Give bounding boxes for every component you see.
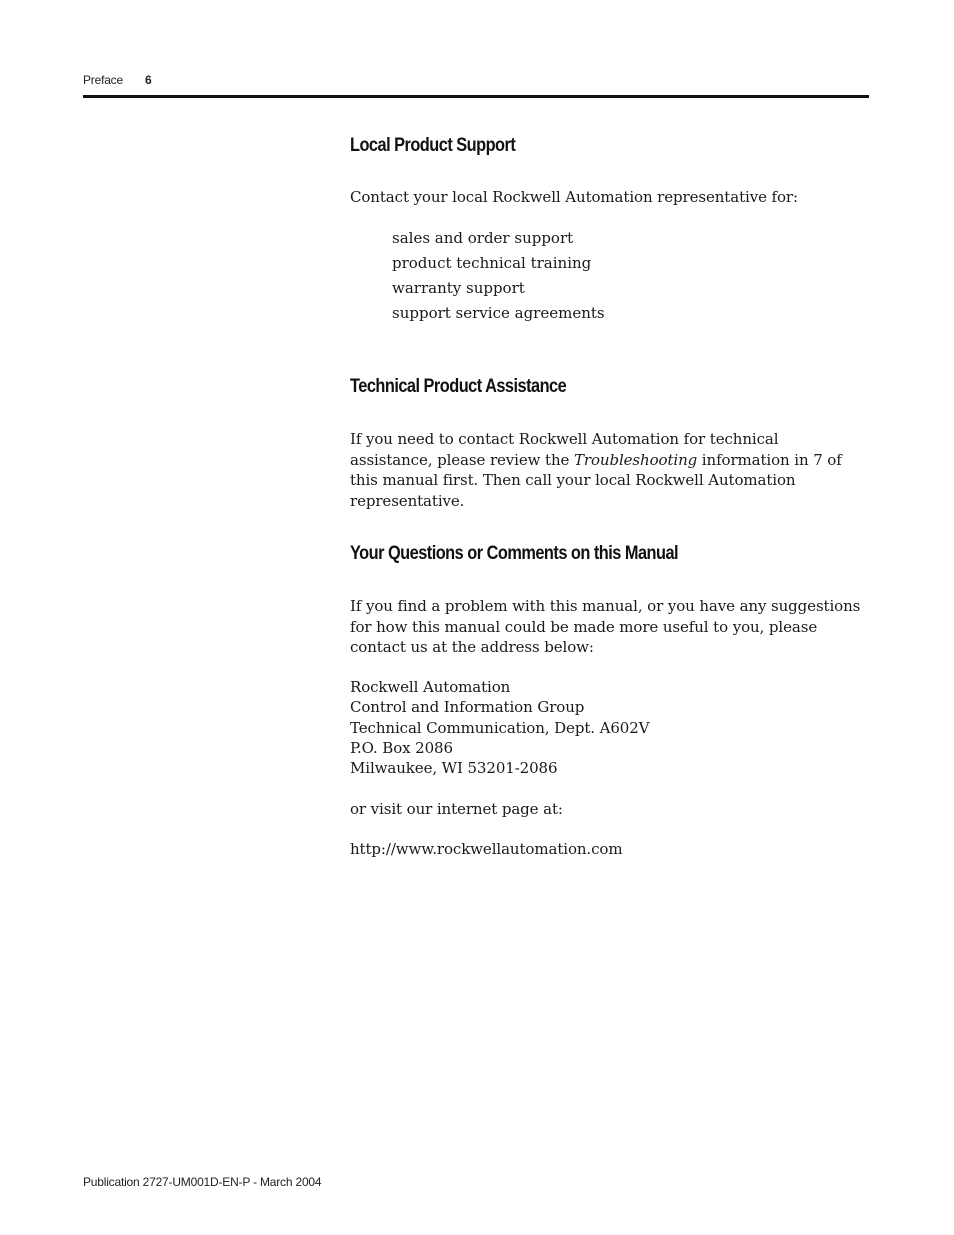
header-section: Preface: [83, 73, 123, 87]
list-item: sales and order support: [392, 229, 574, 247]
mailing-address: [350, 677, 862, 778]
heading-local-product-support: Local Product Support: [350, 135, 516, 156]
questions-body: If you find a problem with this manual, or you have any suggestions for how this manual could be made more useful to you, please contact us at the address below:: [350, 597, 861, 656]
address-line: P.O. Box 2086: [350, 738, 453, 757]
visit-text: or visit our internet page at:: [350, 800, 563, 818]
troubleshooting-reference: Troubleshooting: [573, 450, 698, 469]
heading-technical-product-assistance: Technical Product Assistance: [350, 376, 567, 397]
page-number: 6: [144, 73, 152, 87]
header-rule: [83, 95, 869, 98]
address-line: Rockwell Automation: [350, 678, 511, 696]
local-support-intro: Contact your local Rockwell Automation representative for:: [350, 188, 798, 206]
technical-assistance-body: If you need to contact Rockwell Automation for technical assistance, please review the Troubleshooting information in 7 of this manual first. Then call your local Rockwell Automation representative.: [350, 430, 842, 510]
address-line: Control and Information Group: [350, 698, 585, 717]
publication-footer: Publication 2727-UM001D-EN-P - March 2004: [83, 1175, 322, 1189]
running-header: [83, 73, 151, 87]
list-item: support service agreements: [392, 304, 605, 322]
heading-questions-comments: Your Questions or Comments on this Manual: [350, 543, 679, 564]
address-line: Technical Communication, Dept. A602V: [350, 718, 650, 737]
local-support-list: [392, 226, 605, 326]
website-url: http://www.rockwellautomation.com: [350, 840, 623, 858]
list-item: warranty support: [392, 279, 525, 297]
address-line: Milwaukee, WI 53201-2086: [350, 759, 558, 778]
list-item: product technical training: [392, 254, 592, 272]
